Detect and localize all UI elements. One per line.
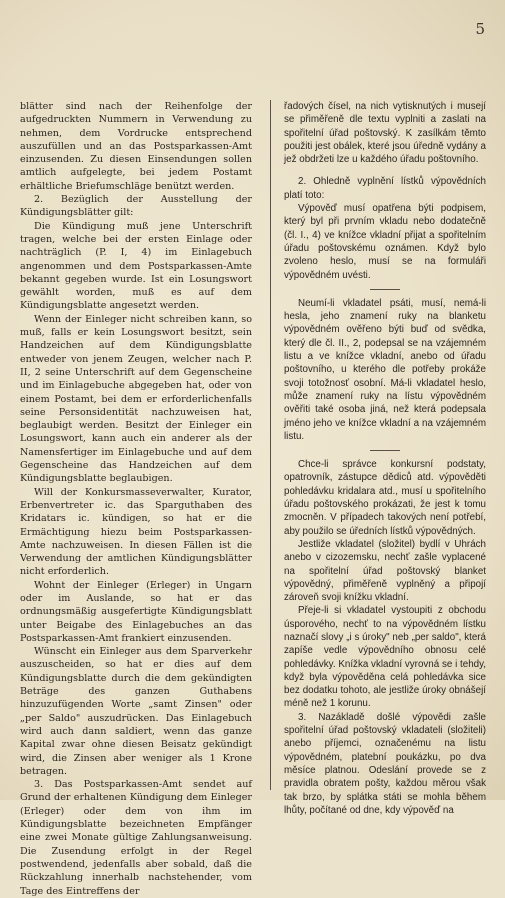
paragraph: Neumí-li vkladatel psáti, musí, nemá-li hesla, jeho znamení ruky na blanketu výpovědném ověřeno býti buď od svědka, který dle čl. II., 2, podepsal se na vzájemném listu a ve knížce vkladní, anebo od úřadu poštovního, u kterého dle potřeby prokáže svoji totožnosť osobní. Má-li vkladatel heslo, může znamení ruky na lístu výpovědném ověřiti také osoba jiná, než která podepsala jméno jeho ve knížce vkladní a na vzájemném listu. — [284, 297, 486, 442]
paragraph: Will der Konkursmasseverwalter, Kurator, Erbenvertreter ic. das Sparguthaben des Kridatars ic. kündigen, so hat er die Ermächtigung hiezu beim Postsparkassen-Amte nachzuweisen. In diesen Fällen ist die Verwendung der amtlichen Kündigungsblätter nicht erforderlich. — [20, 486, 252, 578]
paragraph: blätter sind nach der Reihenfolge der aufgedruckten Nummern in Verwendung zu nehmen, dem Vordrucke entsprechend auszufüllen und an das Postsparkassen-Amt einzusenden. Zu diesen Einsendungen sollen amtlich aufgelegte, bei jedem Postamt erhältliche Briefumschläge benützt werden. — [20, 101, 252, 192]
paragraph: Jestliže vkladatel (složitel) bydlí v Uhrách anebo v cizozemsku, nechť zašle vyplacené na spořitelní úřad poštovský blanket výpovědný, přiměřeně vyplněný a připojí zároveň svoji knížku vkladní. — [284, 538, 486, 604]
section-rule — [370, 450, 400, 451]
paragraph: 3. Das Postsparkassen-Amt sendet auf Grund der erhaltenen Kündigung dem Einleger (Erleger) oder dem von ihm im Kündigungsblatte bezeichneten Empfänger eine zwei Monate gültige Zahlungsanweisung. Die Zusendung erfolgt in der Regel postwendend, jedenfalls aber sobald, daß die Rückzahlung innerhalb nachstehender, vom Tage des Eintreffens der — [20, 779, 252, 897]
paragraph: Wohnt der Einleger (Erleger) in Ungarn oder im Auslande, so hat er das ordnungsmäßig ausgefertigte Kündigungsblatt unter Beigabe des Einlagebuches an das Postsparkassen-Amt frankiert einzusenden. — [20, 579, 252, 644]
czech-column — [284, 100, 486, 816]
paragraph: 2. Ohledně vyplnění lístků výpovědních platí toto: — [284, 176, 486, 201]
paragraph: Chce-li správce konkursní podstaty, opatrovník, zástupce dědiců atd. výpověděti pohledávku kridalara atd., musí u spořitelního úřadu poštovského prokázati, že jest k tomu zmocněn. V případech takových není potřebí, aby použilo se úředních lístků výpovědných. — [284, 459, 486, 537]
section-rule — [370, 289, 400, 290]
paragraph: řadových čísel, na nich vytisknutých i musejí se přiměřeně dle textu vyplniti a zaslati na spořitelní úřad poštovský. K zasílkám těmto použiti jest obálek, které jsou úředně vydány a jež obdržeti lze u každého úřadu poštovního. — [284, 101, 486, 166]
paragraph: Die Kündigung muß jene Unterschrift tragen, welche bei der ersten Einlage oder nachträglich (P. I, 4) im Einlagebuch angenommen und dem Postsparkassen-Amte bekannt gegeben wurde. Ist ein Losungswort gewählt worden, muß es auf dem Kündigungsblatte angesetzt werden. — [20, 220, 252, 312]
paragraph: 3. Nazákladě došlé výpovědi zašle spořitelní úřad poštovský vkladateli (složiteli) anebo příjemci, označenému na listu výpovědném, platební poukázku, po dva měsíce platnou. Odeslání provede se z pravidla obratem pošty, každou měrou však tak brzo, by splátka státi se mohla během lhůty, počítané od dne, kdy výpověď na — [284, 711, 486, 816]
paragraph: Wenn der Einleger nicht schreiben kann, so muß, falls er kein Losungswort besitzt, sein Handzeichen auf dem Kündigungsblatte entweder von jenem Zeugen, welcher nach P. II, 2 seine Unterschrift auf dem Gegenscheine und im Einlagebuche abgegeben hat, oder von einem Postamt, bei dem er erforderlichenfalls seine Personsidentität nachzuweisen hat, beglaubigt werden. Besitzt der Einleger ein Losungswort, kann auch ein anderer als der Namensfertiger im Einlagebuche und auf dem Gegenscheine das Handzeichen auf dem Kündigungsblatte beglaubigen. — [20, 313, 252, 485]
paragraph: Přeje-li si vkladatel vystoupiti z obchodu úsporového, nechť to na výpovědném lístku naznačí slovy „i s úroky" neb „per saldo", která zapíše vedle výpovědního obnosu celé pohledávky. Knížka vkladní vyrovná se i tehdy, když byla výpověděna celá pohledávka sice bez dodatku tohoto, ale jestliže úroky obnášejí méně než 1 korunu. — [284, 605, 486, 710]
page-number: 5 — [475, 20, 485, 38]
column-divider — [270, 100, 271, 790]
paragraph: 2. Bezüglich der Ausstellung der Kündigungsblätter gilt: — [20, 194, 252, 219]
german-column — [20, 100, 256, 897]
paragraph: Výpověď musí opatřena býti podpisem, který byl při prvním vkladu nebo dodatečně (čl. I., 4) ve knížce vkladní přijat a spořitelním úřadu poštovskému oznámen. Když bylo zvoleno heslo, musí se na formuláři výpovědném uvésti. — [284, 203, 486, 281]
paragraph: Wünscht ein Einleger aus dem Sparverkehr auszuscheiden, so hat er dies auf dem Kündigungsblatte durch die dem gekündigten Beträge des ganzen Guthabens hinzuzufügenden Worte „samt Zinsen" oder „per Saldo" auszudrücken. Das Einlagebuch wird auch dann saldiert, wenn das ganze Kapital zwar ohne diesen Beisatz gekündigt wird, die Zinsen aber weniger als 1 Krone betragen. — [20, 646, 252, 777]
